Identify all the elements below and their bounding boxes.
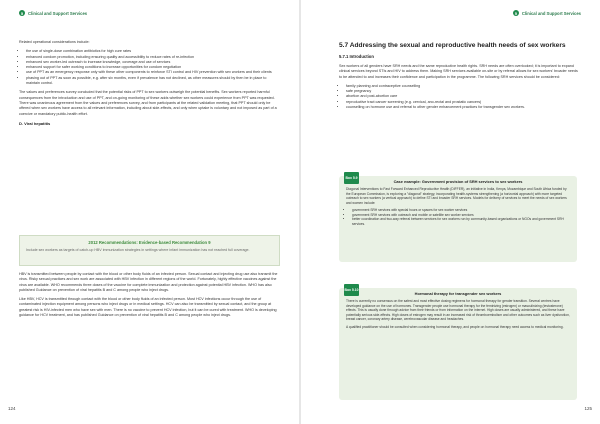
right-body bbox=[339, 64, 579, 114]
list-item: • enhanced sex worker-led outreach to increase knowledge, coverage and use of services bbox=[26, 60, 279, 65]
list-item: • enhanced condom promotion, including ensuring quality and accessibility to reduce rates of re-infection bbox=[26, 55, 279, 60]
chapter-number-icon: 5 bbox=[20, 10, 24, 16]
section-title: 5.7 Addressing the sexual and reproductive health needs of sex workers bbox=[339, 42, 566, 49]
list-item: • family planning and contraceptive counselling bbox=[346, 84, 579, 89]
box-paragraph: There is currently no consensus on the safest and most effective dosing regimens for hormonal therapy for gender transition. Several centres have developed guidance on the use of hormones. Transgender people use hormonal therapy for the feminizing (estrogen) or masculinizing (testosterone) effects. This is usually done through advice from their friends or from information on the internet. High doses are usually administered, and these have potentially serious side-effects. High doses of estrogen may result in an increased risk of thromboembolism and other outcomes such as liver dysfunction, breast cancer, coronary artery disease, cerebrovascular disease and headaches. bbox=[346, 299, 570, 321]
page-number: 124 bbox=[8, 406, 16, 411]
section-heading-d: D. Viral hepatitis bbox=[19, 120, 51, 126]
list-item: • government SRH services with outreach and mobile or satellite sex worker services bbox=[352, 213, 570, 218]
left-body-top bbox=[19, 40, 279, 129]
list-item: • counselling on hormone use and referral to other gender enhancement practices for transgender sex workers. bbox=[346, 105, 579, 110]
box-title: Case example: Government provision of SRH services to sex workers bbox=[393, 179, 523, 184]
page-number: 125 bbox=[584, 406, 592, 411]
chapter-number-icon: 5 bbox=[514, 10, 517, 16]
left-page bbox=[0, 0, 299, 424]
box-paragraph: Diagonal Interventions to Fast Forward Enhanced Reproductive Health (DIFFER), an initiative in India, Kenya, Mozambique and South Africa funded by the European Commission, is exploring a "diagonal" strategy, incorporating health-systems strengthening (a horizontal approach) with more targeted outreach to sex workers (a vertical approach) to define STI and broader SRH services. Models for delivery of services to meet the needs of sex workers and women include: bbox=[346, 187, 567, 205]
box-title: Hormonal therapy for transgender sex workers bbox=[414, 291, 502, 296]
running-header-left bbox=[19, 10, 87, 16]
box-body bbox=[346, 299, 570, 329]
considerations-list bbox=[19, 49, 279, 86]
header-text: Clinical and Support Services bbox=[521, 10, 581, 16]
list-item: • enhanced support for safer working conditions to increase opportunities for condom negotiation bbox=[26, 65, 279, 70]
list-item: • abortion and post-abortion care bbox=[346, 94, 579, 99]
list-item: • phasing out of PPT as soon as possible, e.g. after six months, even if prevalence has not declined, as other measures should by then be in place to maintain control. bbox=[26, 76, 279, 87]
header-text: Clinical and Support Services bbox=[28, 10, 88, 16]
list-item: • the use of single-dose combination antibiotics for high cure rates bbox=[26, 49, 279, 54]
box-label: Box 5.9 bbox=[344, 172, 359, 184]
subsection-title: 5.7.1 Introduction bbox=[339, 54, 374, 59]
recommendation-title: 2012 Recommendations: Evidence-based Recommendation 9 bbox=[88, 240, 211, 245]
hbv-paragraph: HBV is transmitted between people by contact with the blood or other body fluids of an infected person. Sexual contact and injecting drug use also transmit the virus. Risky sexual practices and sex work are associated with HBV infection in different regions of the world. Fortunately, highly effective vaccines against the virus are available. WHO recommends three doses of the vaccine for complete immunization and protection against potential HBV infection. WHO has also published Guidance on prevention of viral hepatitis B and C among people who inject drugs. bbox=[19, 272, 278, 292]
hormonal-therapy-box bbox=[339, 288, 577, 400]
srh-services-list bbox=[339, 84, 579, 110]
running-header-right bbox=[513, 10, 581, 16]
box-list bbox=[346, 208, 570, 226]
considerations-intro: Related operational considerations include: bbox=[19, 40, 90, 44]
case-example-box bbox=[339, 176, 577, 262]
box-body bbox=[346, 187, 570, 226]
list-item: • better coordination and two-way referral between services for sex workers run by community-based organizations or NGOs and government SRH services. bbox=[352, 217, 570, 226]
left-body-bottom bbox=[19, 272, 279, 322]
recommendation-body: Include sex workers as targets of catch-up HBV immunization strategies in settings where infant immunization has not reached full coverage. bbox=[26, 248, 250, 252]
right-page bbox=[301, 0, 600, 424]
values-paragraph: The values and preferences survey concluded that the potential risks of PPT to sex workers outweigh the potential benefits. Sex workers reported harmful consequences from the introduction and use of PPT, and on-going monitoring of these adds whether sex workers could experience from PPT was requested. There was unanimous agreement from the values and preferences survey, and from participants at the related validation meeting, that PPT should only be offered when sex workers have access to all relevant information, including about side-effects, and only when uptake is voluntary and not imposed as part of a coercive or mandatory public-health effort. bbox=[19, 90, 277, 116]
list-item: • reproductive tract cancer screening (e.g. cervical, ano-rectal and prostatic cancers) bbox=[346, 100, 579, 105]
box-label: Box 5.10 bbox=[344, 284, 359, 296]
srh-intro: Sex workers of all genders have SRH needs and the same reproductive health rights. SRH needs are often overlooked; it is important to expand clinical services beyond STIs and HIV to address them. Making SRH services available on-site or by referral allows for sex workers' broader needs to be attended to and increases their confidence and participation in the programme. The following SRH services should be considered: bbox=[339, 64, 578, 79]
hcv-paragraph: Like HBV, HCV is transmitted through contact with the blood or other body fluids of an infected person. Most HCV infections occur through the use of contaminated injection equipment among persons who inject drugs or in medical settings. HCV can also be transmitted by sexual contact, and the group at greatest risk is HIV-infected men who have sex with men. There is no vaccine to prevent HCV infection, but it can be cured with treatment. WHO is developing guidance for HCV treatment, and has published Guidance on prevention of viral hepatitis B and C among people who inject drugs. bbox=[19, 297, 277, 318]
list-item: • safe pregnancy bbox=[346, 89, 579, 94]
box-paragraph: A qualified practitioner should be consulted when considering hormonal therapy, and people on hormonal therapy need access to medical monitoring. bbox=[346, 324, 564, 329]
recommendation-box bbox=[19, 235, 280, 266]
list-item: • government SRH services with special hours or spaces for sex worker services bbox=[352, 208, 570, 213]
list-item: • use of PPT as an emergency response only with these other components to reinforce STI control and HIV prevention with sex workers and their clients bbox=[26, 70, 279, 75]
